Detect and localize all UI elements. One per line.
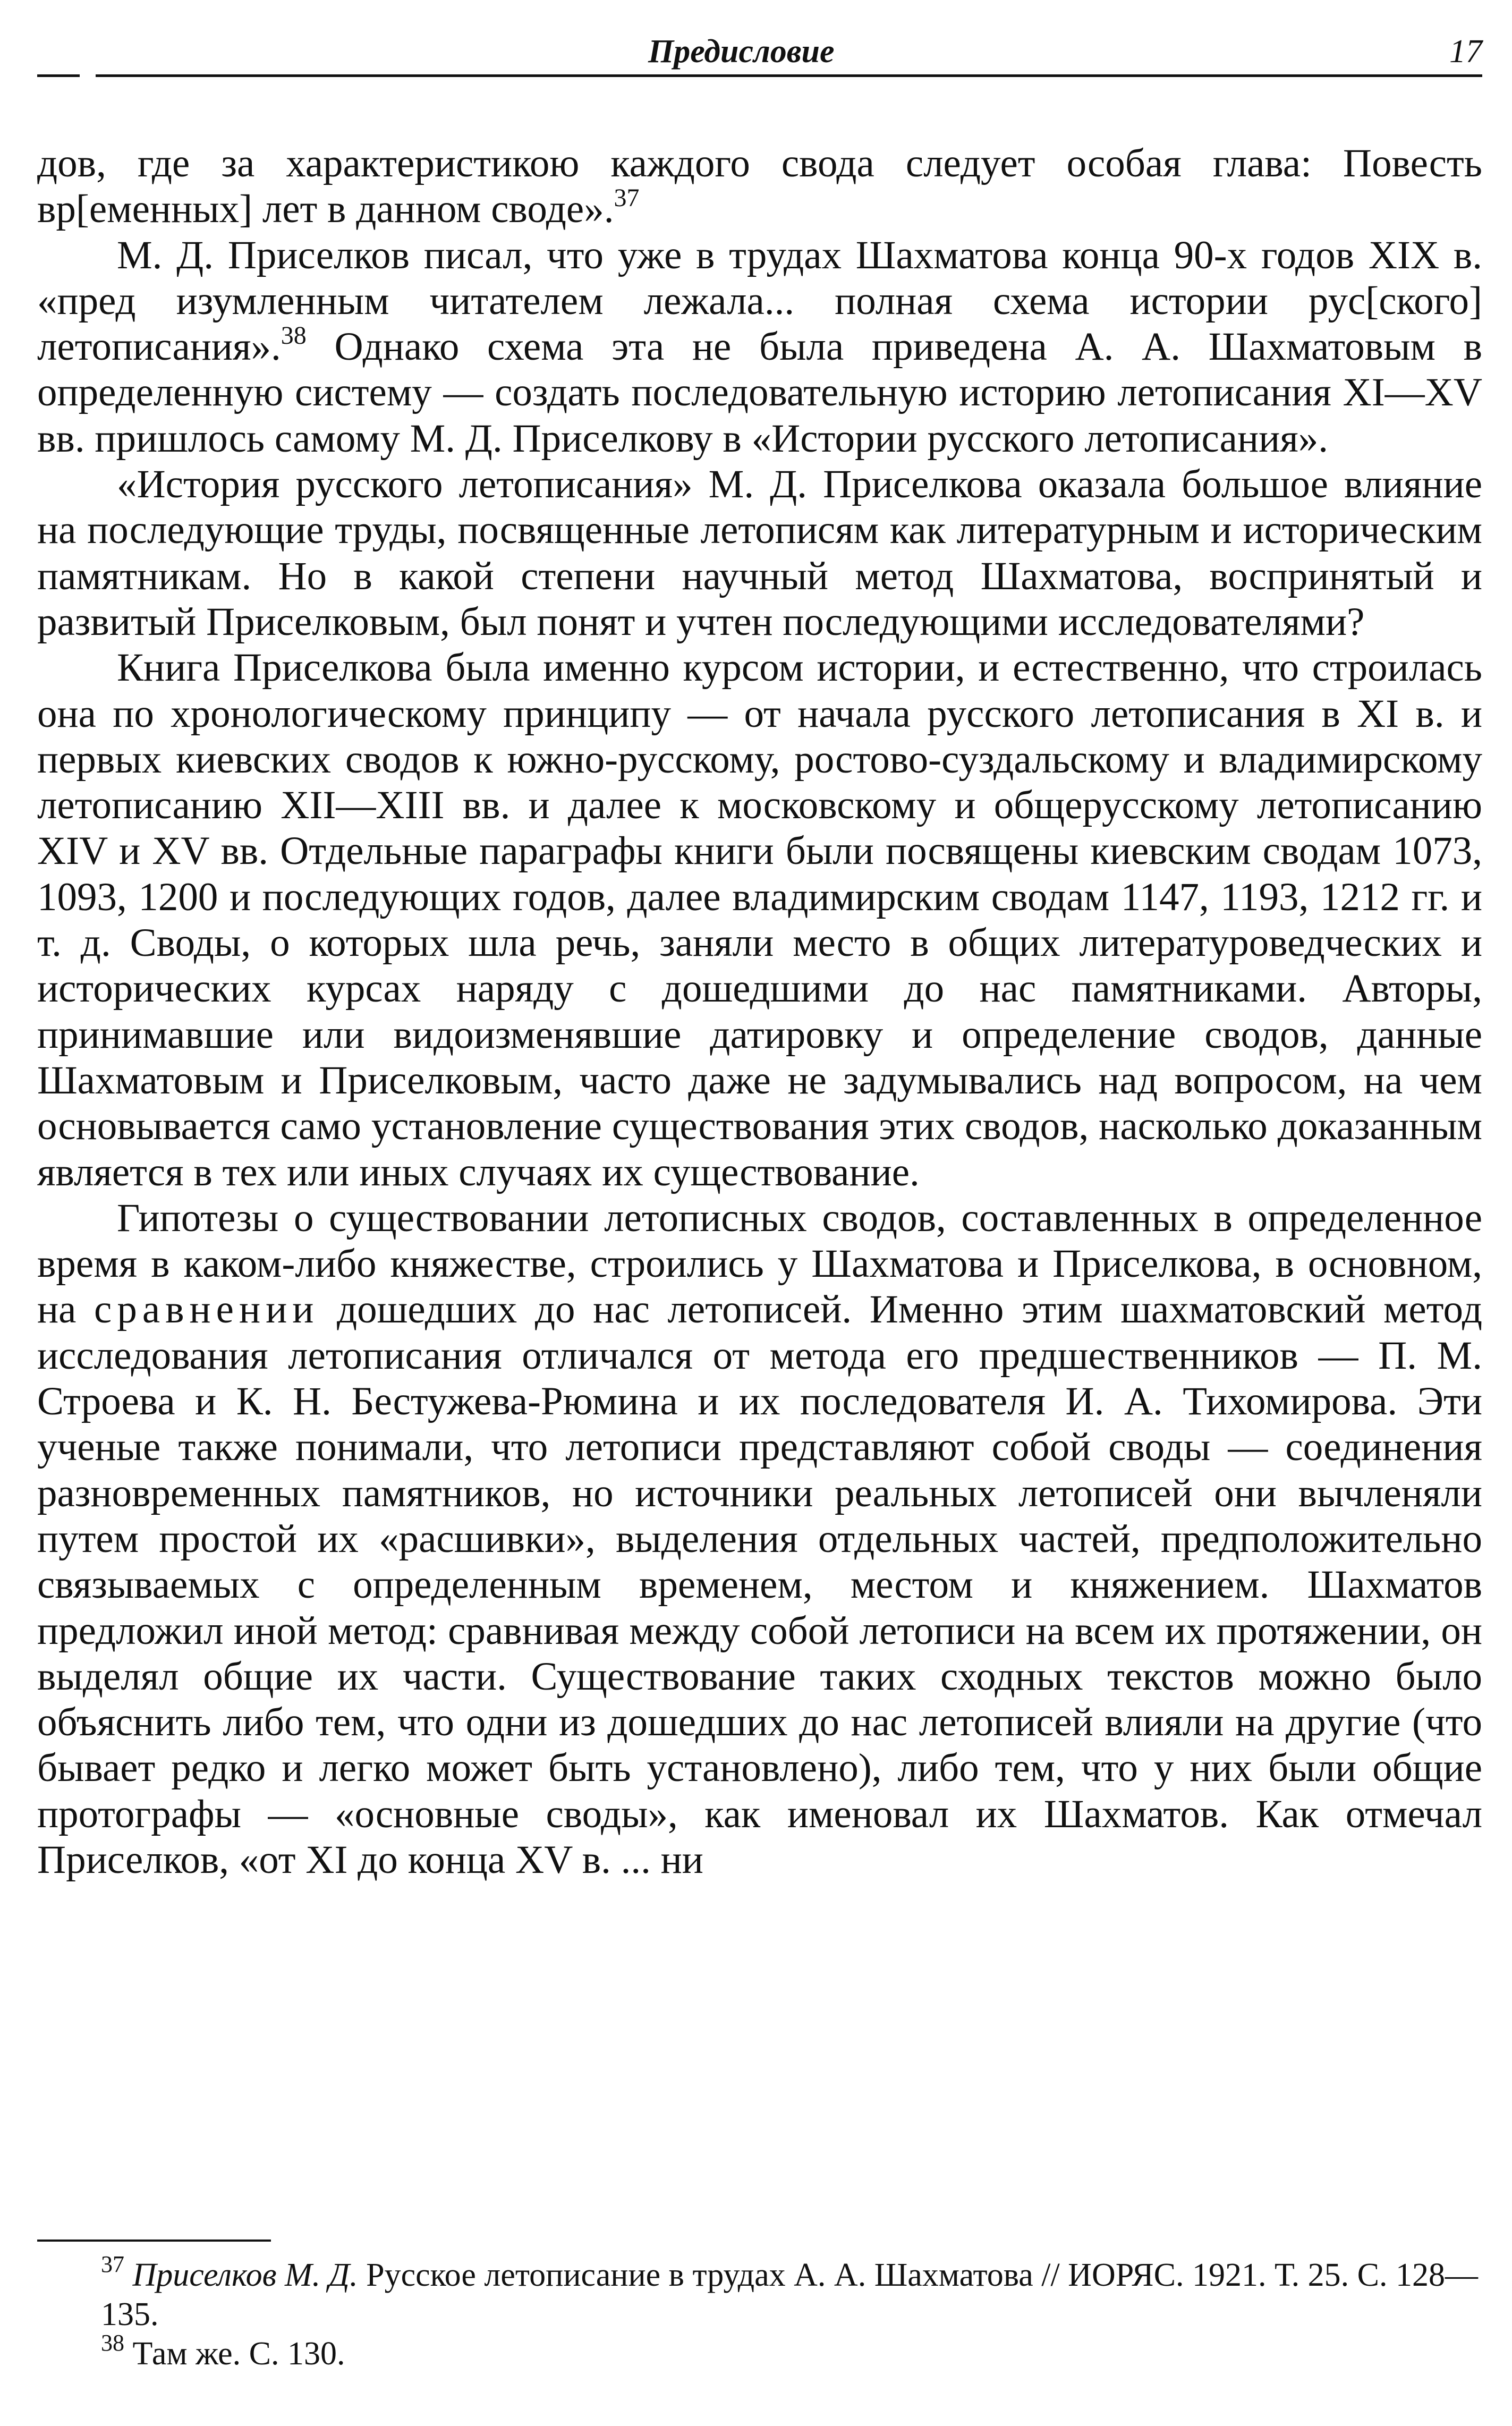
header-rule-left [37,74,80,77]
emphasis-word: сравнении [94,1287,319,1332]
paragraph-1-text: дов, где за характеристикою каждого свода следует особая глава: Повесть вр[еменных] лет в данном своде». [37,141,1482,232]
footnote-ref-37: 37 [614,184,640,213]
footnotes [37,2251,1482,2373]
footnote-number: 38 [101,2330,124,2356]
paragraph-2 [37,233,1482,462]
footnote-text: Там же. С. 130. [124,2336,345,2372]
page-number: 17 [1449,33,1482,70]
footnote-number: 37 [101,2251,124,2277]
footnote-37 [37,2251,1482,2334]
paragraph-5-text-b: дошедших до нас летописей. Именно этим шахматовский метод исследования летописания отличался от метода его предшественников — П. М. Строева и К. Н. Бестужева-Рюмина и их последователя И. А. Тихомирова. Эти ученые также понимали, что летописи представляют собой своды — соединения разновременных памятников, но источники реальных летописей они вычленяли путем простой их «расшивки», выделения отдельных частей, предположительно связываемых с определенным временем, местом и княжением. Шахматов предложил иной метод: сравнивая между собой летописи на всем их протяжении, он выделял общие их части. Существование таких сходных текстов можно было объяснить либо тем, что одни из дошедших до нас летописей влияли на другие (что бывает редко и легко может быть установлено), либо тем, что у них были общие протографы — «основные своды», как именовал их Шахматов. Как отмечал Приселков, «от XI до конца XV в. ... ни [37,1287,1482,1882]
running-title: Предисловие [648,33,835,70]
footnote-author: Приселков М. Д. [132,2257,358,2293]
paragraph-5-text-a: Гипотезы о существовании летописных сводов, составленных в определенное время в каком-либо княжестве, строились у Шахматова и Приселкова, в основном, на [37,1195,1482,1332]
paragraph-5 [37,1195,1482,1883]
paragraph-1 [37,141,1482,233]
header-rule-right [96,74,1482,77]
paragraph-3: «История русского летописания» М. Д. Приселкова оказала большое влияние на последующие труды, посвященные летописям как литературным и историческим памятникам. Но в какой степени научный метод Шахматова, воспринятый и развитый Приселковым, был понят и учтен последующими исследователями? [37,462,1482,644]
footnote-38 [37,2330,1482,2373]
paragraph-4: Книга Приселкова была именно курсом истории, и естественно, что строилась она по хронологическому принципу — от начала русского летописания в XI в. и первых киевских сводов к южно-русскому, ростово-суздальскому и владимирскому летописанию XII—XIII вв. и далее к московскому и общерусскому летописанию XIV и XV вв. Отдельные параграфы книги были посвящены киевским сводам 1073, 1093, 1200 и последующих годов, далее владимирским сводам 1147, 1193, 1212 гг. и т. д. Своды, о которых шла речь, заняли место в общих литературоведческих и исторических курсах наряду с дошедшими до нас памятниками. Авторы, принимавшие или видоизменявшие датировку и определение сводов, данные Шахматовым и Приселковым, часто даже не задумывались над вопросом, на чем основывается само установление существования этих сводов, насколько доказанным является в тех или иных случаях их существование. [37,646,1482,1194]
footnote-text: Русское летописание в трудах А. А. Шахматова // ИОРЯС. 1921. Т. 25. С. 128—135. [101,2257,1479,2332]
paragraph-2-text-a: М. Д. Приселков писал, что уже в трудах Шахматова конца 90-х годов XIX в. «пред изумленным читателем лежала... полная схема истории рус[ского] летописания». [37,233,1482,369]
main-text [37,141,1482,1883]
page-header [37,21,1482,80]
footnote-ref-38: 38 [281,321,307,350]
paragraph-2-text-b: Однако схема эта не была приведена А. А. Шахматовым в определенную систему — создать последовательную историю летописания XI—XV вв. пришлось самому М. Д. Приселкову в «Истории русского летописания». [37,325,1482,461]
footnote-separator [37,2240,271,2242]
